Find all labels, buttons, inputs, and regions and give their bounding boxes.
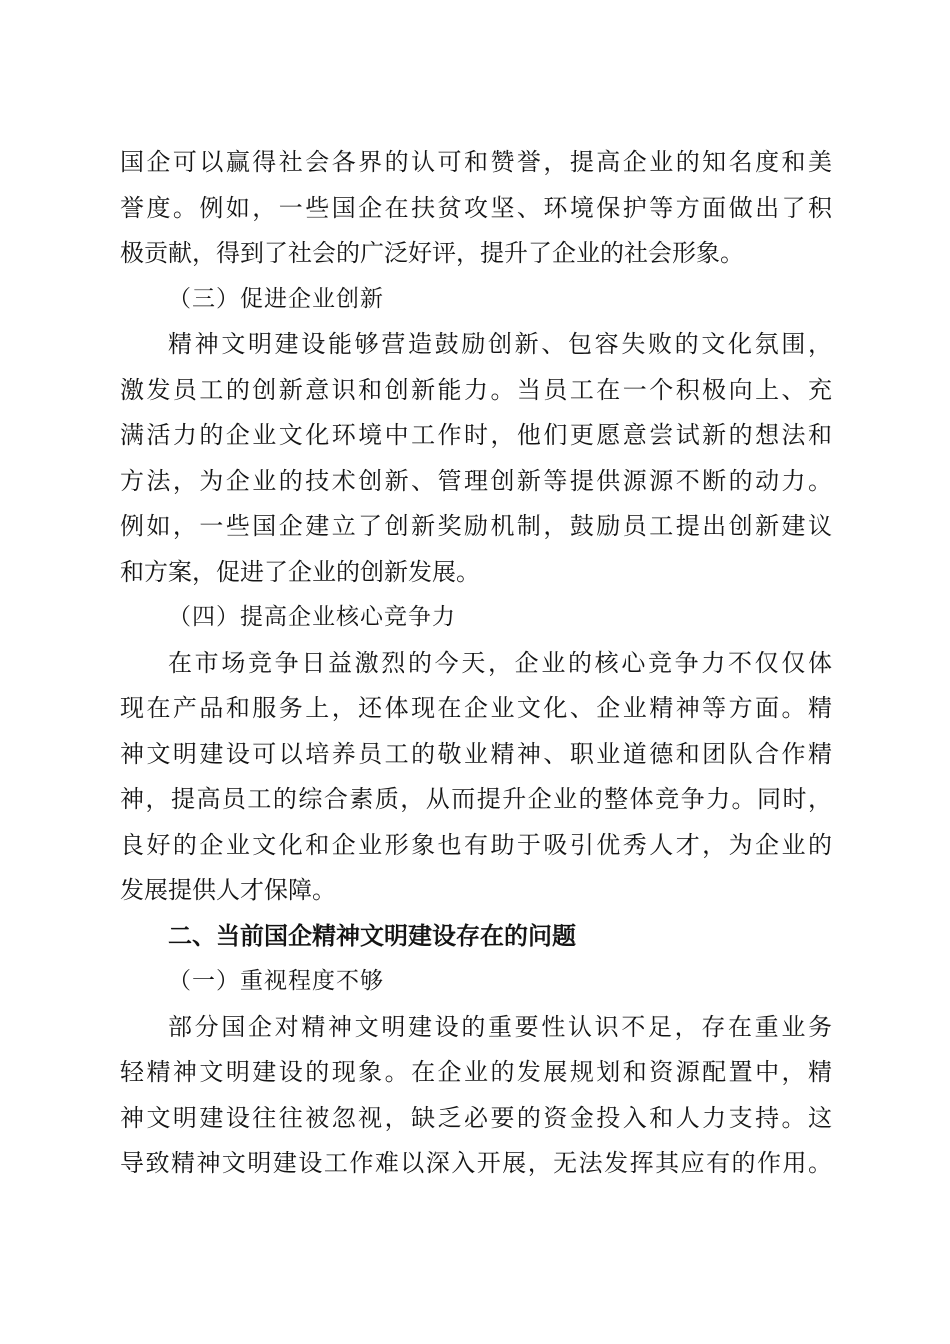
paragraph-line: 和方案，促进了企业的创新发展。 bbox=[120, 557, 480, 586]
paragraph-line: 在市场竞争日益激烈的今天，企业的核心竞争力不仅仅体 bbox=[168, 648, 832, 677]
paragraph-line: 神文明建设往往被忽视，缺乏必要的资金投入和人力支持。这 bbox=[120, 1103, 832, 1132]
subheading-insufficient-attention: （一）重视程度不够 bbox=[168, 968, 384, 994]
paragraph-line: 极贡献，得到了社会的广泛好评，提升了企业的社会形象。 bbox=[120, 239, 744, 267]
paragraph-line: 导致精神文明建设工作难以深入开展，无法发挥其应有的作用。 bbox=[120, 1149, 832, 1177]
subheading-core-competitiveness: （四）提高企业核心竞争力 bbox=[168, 604, 456, 630]
section-heading-current-problems: 二、当前国企精神文明建设存在的问题 bbox=[168, 921, 576, 950]
paragraph-line: 精神文明建设能够营造鼓励创新、包容失败的文化氛围， bbox=[168, 330, 832, 358]
paragraph-line: 方法，为企业的技术创新、管理创新等提供源源不断的动力。 bbox=[120, 466, 832, 495]
paragraph-line: 发展提供人才保障。 bbox=[120, 876, 336, 904]
paragraph-line: 部分国企对精神文明建设的重要性认识不足，存在重业务 bbox=[168, 1012, 832, 1041]
paragraph-line: 誉度。例如，一些国企在扶贫攻坚、环境保护等方面做出了积 bbox=[120, 193, 832, 222]
subheading-promote-innovation: （三）促进企业创新 bbox=[168, 285, 384, 312]
paragraph-line: 神，提高员工的综合素质，从而提升企业的整体竞争力。同时， bbox=[120, 785, 832, 813]
paragraph-line: 良好的企业文化和企业形象也有助于吸引优秀人才，为企业的 bbox=[120, 830, 832, 859]
paragraph-line: 例如，一些国企建立了创新奖励机制，鼓励员工提出创新建议 bbox=[120, 512, 832, 540]
paragraph-line: 现在产品和服务上，还体现在企业文化、企业精神等方面。精 bbox=[120, 694, 832, 722]
paragraph-line: 满活力的企业文化环境中工作时，他们更愿意尝试新的想法和 bbox=[120, 421, 832, 449]
paragraph-line: 轻精神文明建设的现象。在企业的发展规划和资源配置中，精 bbox=[120, 1058, 832, 1086]
paragraph-line: 神文明建设可以培养员工的敬业精神、职业道德和团队合作精 bbox=[120, 739, 832, 768]
paragraph-line: 国企可以赢得社会各界的认可和赞誉，提高企业的知名度和美 bbox=[120, 148, 832, 176]
paragraph-line: 激发员工的创新意识和创新能力。当员工在一个积极向上、充 bbox=[120, 375, 832, 404]
document-body bbox=[120, 140, 832, 1187]
